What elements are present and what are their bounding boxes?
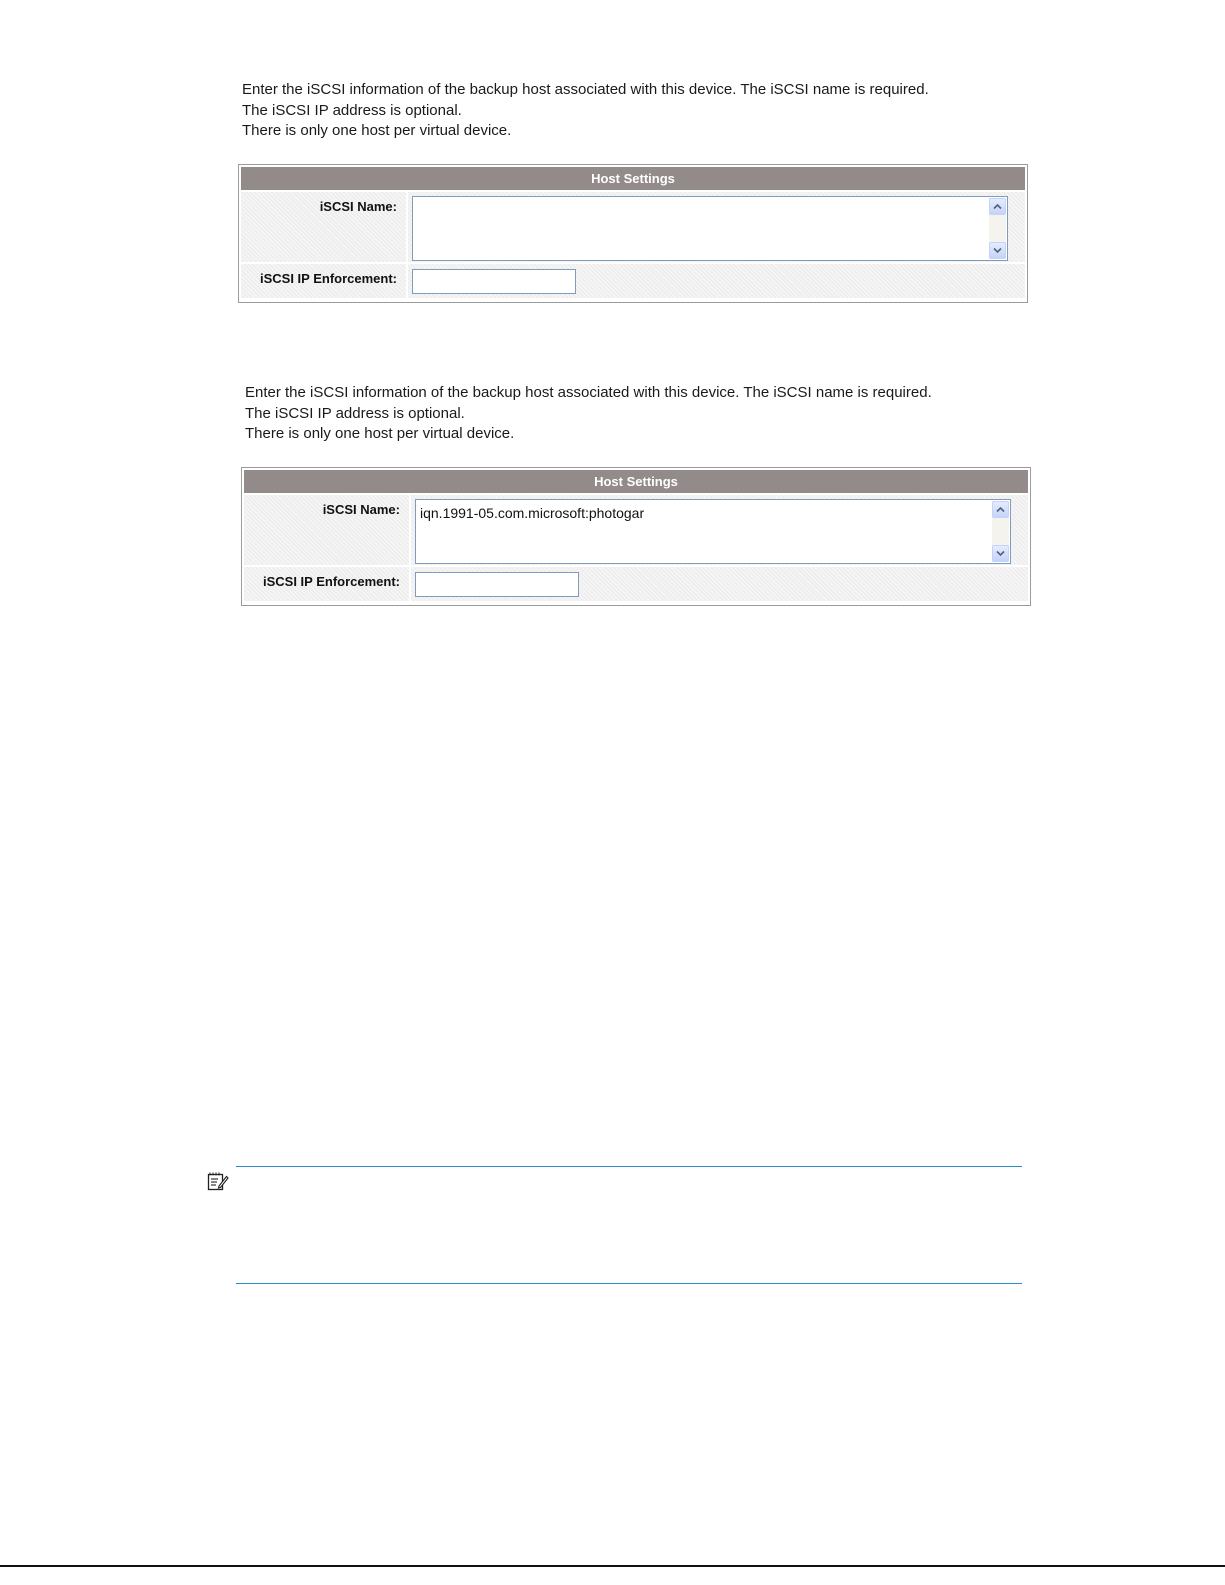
iscsi-name-row: [241, 190, 1025, 262]
iscsi-name-row: [244, 493, 1028, 565]
textarea-scrollbar[interactable]: [992, 501, 1009, 562]
iscsi-name-value: iqn.1991-05.com.microsoft:photogar: [420, 505, 645, 521]
intro-line: There is only one host per virtual device.: [245, 425, 515, 442]
note-bottom-rule: [236, 1283, 1022, 1284]
host-settings-header: Host Settings: [241, 167, 1025, 190]
scroll-down-button[interactable]: [989, 242, 1006, 259]
scroll-up-button[interactable]: [989, 198, 1006, 215]
iscsi-ip-label: iSCSI IP Enforcement:: [244, 567, 411, 601]
iscsi-ip-label: iSCSI IP Enforcement:: [241, 264, 408, 298]
host-settings-panel-filled: [245, 383, 932, 589]
iscsi-name-label: iSCSI Name:: [241, 192, 408, 262]
iscsi-name-textarea[interactable]: [412, 196, 1008, 261]
host-settings-table: [241, 467, 1031, 606]
intro-line: There is only one host per virtual device.: [242, 122, 512, 139]
chevron-up-icon: [996, 506, 1005, 513]
host-settings-table: [238, 164, 1028, 303]
scroll-down-button[interactable]: [992, 545, 1009, 562]
iscsi-name-label: iSCSI Name:: [244, 495, 411, 565]
iscsi-ip-cell: [408, 264, 1025, 298]
intro-line: Enter the iSCSI information of the backup host associated with this device. The iSCSI name is required.: [242, 81, 929, 98]
intro-text: [242, 80, 929, 142]
chevron-down-icon: [996, 550, 1005, 557]
note-block: [205, 1166, 1022, 1284]
chevron-up-icon: [993, 203, 1002, 210]
iscsi-name-cell: [411, 495, 1028, 565]
iscsi-ip-row: [241, 262, 1025, 298]
intro-text: [245, 383, 932, 445]
iscsi-name-cell: [408, 192, 1025, 262]
intro-line: The iSCSI IP address is optional.: [242, 101, 462, 119]
intro-line: Enter the iSCSI information of the backup host associated with this device. The iSCSI name is required.: [245, 384, 932, 401]
iscsi-ip-input[interactable]: [412, 269, 576, 294]
note-icon: [207, 1171, 229, 1191]
note-top-rule: [236, 1166, 1022, 1167]
host-settings-panel-empty: [242, 80, 929, 286]
chevron-down-icon: [993, 247, 1002, 254]
page-bottom-rule: [0, 1565, 1225, 1567]
textarea-scrollbar[interactable]: [989, 198, 1006, 259]
scroll-up-button[interactable]: [992, 501, 1009, 518]
iscsi-ip-input[interactable]: [415, 572, 579, 597]
iscsi-ip-cell: [411, 567, 1028, 601]
host-settings-header: Host Settings: [244, 470, 1028, 493]
iscsi-name-textarea[interactable]: [415, 499, 1011, 564]
intro-line: The iSCSI IP address is optional.: [245, 404, 465, 422]
iscsi-ip-row: [244, 565, 1028, 601]
